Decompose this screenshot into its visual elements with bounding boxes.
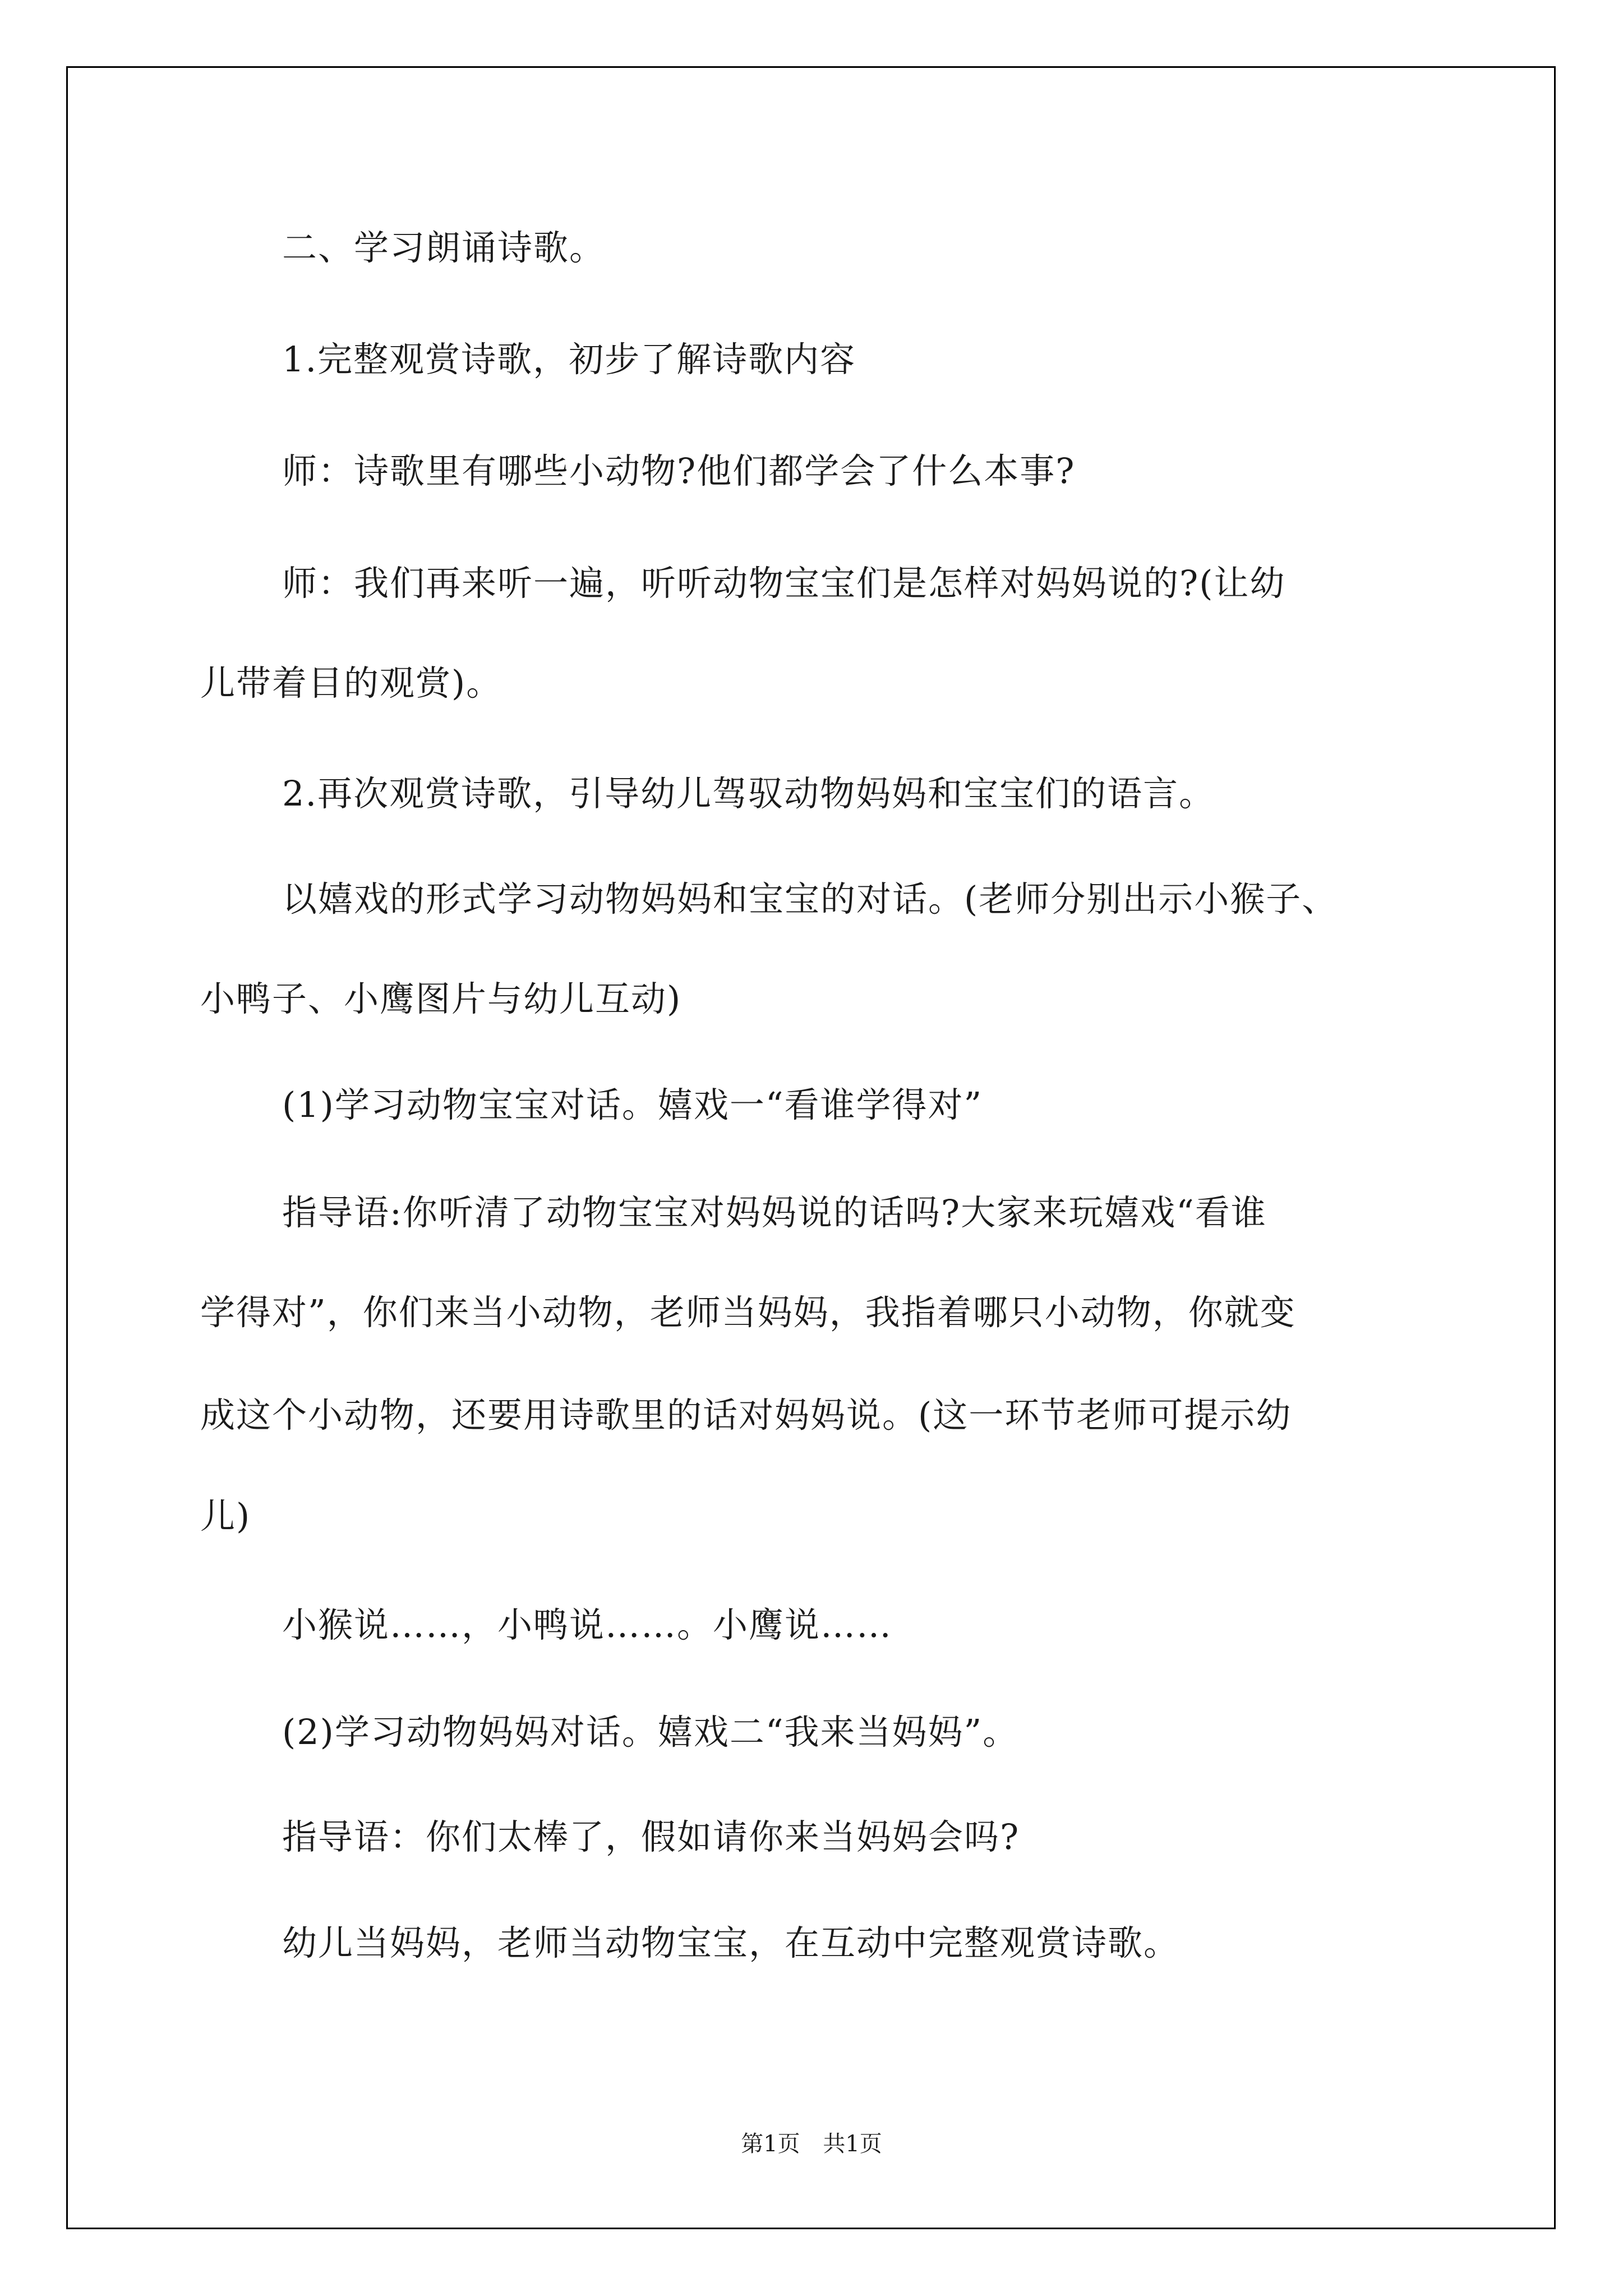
paragraph-line: 指导语:你听清了动物宝宝对妈妈说的话吗?大家来玩嬉戏“看谁 bbox=[282, 1192, 1267, 1233]
paragraph-line: 小鸭子、小鹰图片与幼儿互动) bbox=[200, 978, 682, 1019]
paragraph-line: 学得对”，你们来当小动物，老师当妈妈，我指着哪只小动物，你就变 bbox=[200, 1292, 1296, 1333]
paragraph-line: 1.完整观赏诗歌，初步了解诗歌内容 bbox=[282, 339, 856, 380]
paragraph-line: 以嬉戏的形式学习动物妈妈和宝宝的对话。(老师分别出示小猴子、 bbox=[282, 878, 1338, 919]
paragraph-line: 2.再次观赏诗歌，引导幼儿驾驭动物妈妈和宝宝们的语言。 bbox=[282, 773, 1215, 814]
paragraph-line: 儿) bbox=[200, 1496, 251, 1536]
paragraph-line: (2)学习动物妈妈对话。嬉戏二“我来当妈妈”。 bbox=[282, 1711, 1019, 1752]
page-total: 共1页 bbox=[823, 2131, 882, 2157]
page-number: 第1页 bbox=[741, 2131, 800, 2157]
paragraph-line: 儿带着目的观赏)。 bbox=[200, 662, 502, 703]
page-footer bbox=[0, 2126, 1623, 2158]
paragraph-line: 指导语：你们太棒了，假如请你来当妈妈会吗? bbox=[282, 1816, 1020, 1857]
paragraph-line: 幼儿当妈妈，老师当动物宝宝，在互动中完整观赏诗歌。 bbox=[282, 1922, 1180, 1963]
paragraph-line: 二、学习朗诵诗歌。 bbox=[282, 227, 606, 268]
paragraph-line: 小猴说……，小鸭说……。小鹰说…… bbox=[282, 1604, 893, 1645]
paragraph-line: 师：诗歌里有哪些小动物?他们都学会了什么本事? bbox=[282, 450, 1076, 491]
paragraph-line: 成这个小动物，还要用诗歌里的话对妈妈说。(这一环节老师可提示幼 bbox=[200, 1395, 1292, 1435]
paragraph-line: (1)学习动物宝宝对话。嬉戏一“看谁学得对” bbox=[282, 1084, 983, 1125]
paragraph-line: 师：我们再来听一遍，听听动物宝宝们是怎样对妈妈说的?(让幼 bbox=[282, 563, 1286, 604]
